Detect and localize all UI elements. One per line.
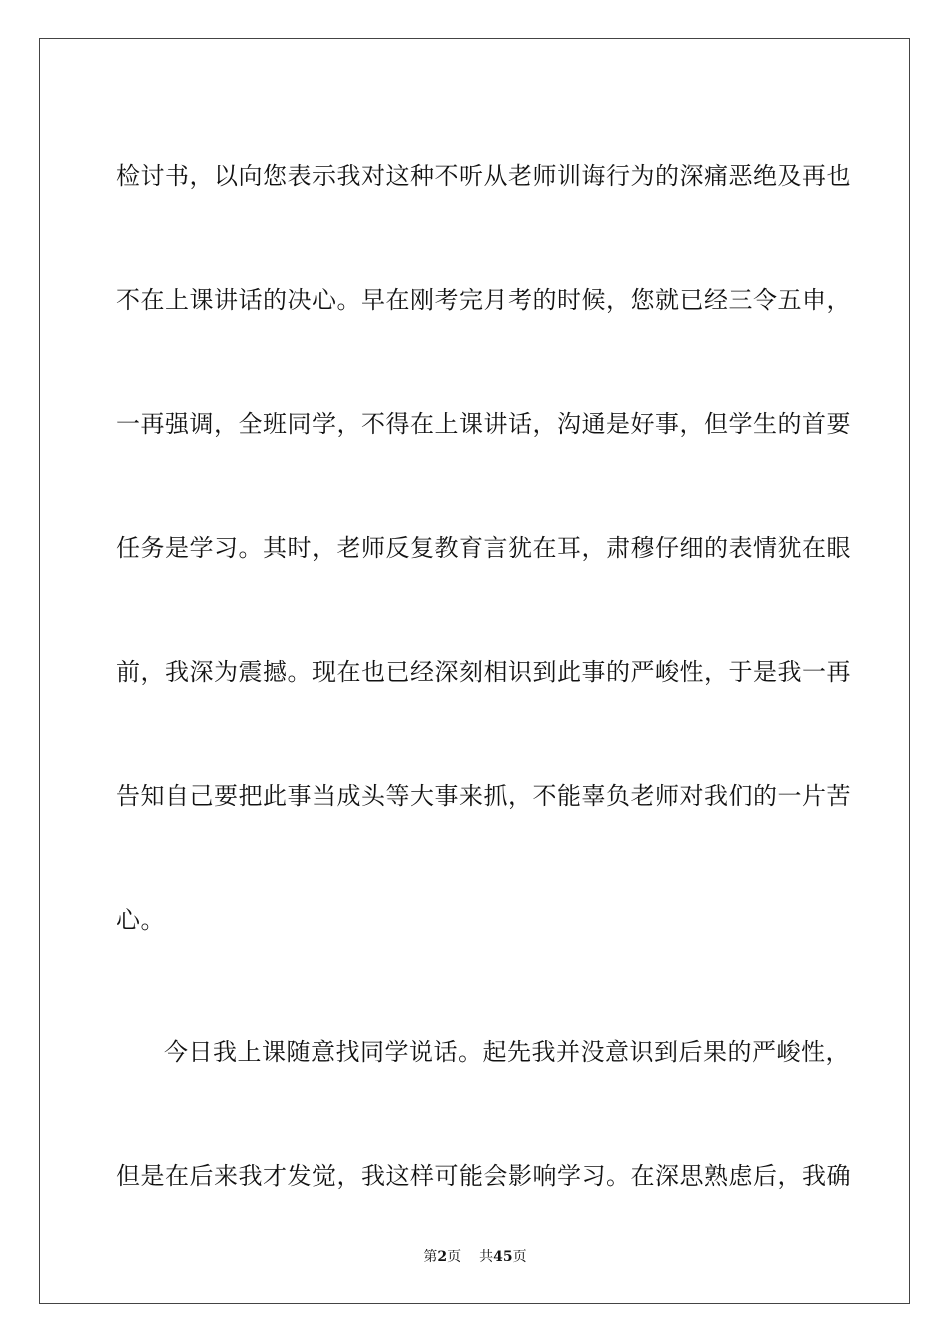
total-prefix: 共 [479,1249,494,1265]
text-line: 任务是学习。其时，老师反复教育言犹在耳，肃穆仔细的表情犹在眼 [116,534,851,562]
text-line: 告知自己要把此事当成头等大事来抓，不能辜负老师对我们的一片苦 [116,782,851,810]
page-suffix: 页 [447,1249,462,1265]
page-number: 2 [437,1249,448,1265]
text-line: 一再强调，全班同学，不得在上课讲话，沟通是好事，但学生的首要 [116,410,851,438]
page-footer [0,1248,950,1266]
text-line: 前，我深为震撼。现在也已经深刻相识到此事的严峻性，于是我一再 [116,658,851,686]
text-line: 心。 [116,906,165,934]
text-line: 不在上课讲话的决心。早在刚考完月考的时候，您就已经三令五申， [116,286,851,314]
text-line: 检讨书，以向您表示我对这种不听从老师训诲行为的深痛恶绝及再也 [116,162,851,190]
total-pages: 45 [493,1249,513,1265]
text-line: 但是在后来我才发觉，我这样可能会影响学习。在深思熟虑后，我确 [116,1162,851,1190]
total-suffix: 页 [512,1249,527,1265]
paragraph-start-line: 今日我上课随意找同学说话。起先我并没意识到后果的严峻性， [164,1038,850,1066]
page-prefix: 第 [423,1249,438,1265]
